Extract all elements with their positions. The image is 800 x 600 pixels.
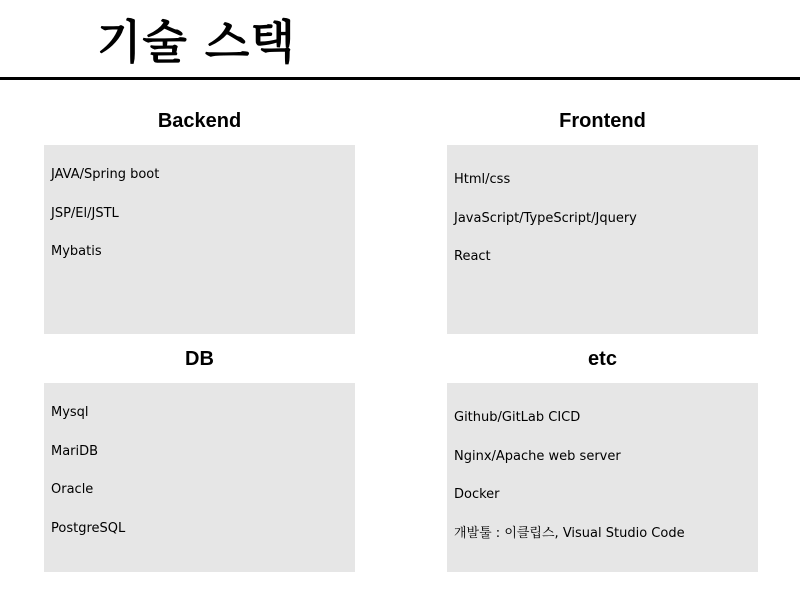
- db-heading: DB: [185, 348, 214, 370]
- db-box: [44, 383, 355, 572]
- list-item: JavaScript/TypeScript/Jquery: [454, 210, 637, 226]
- list-item: Mysql: [51, 405, 89, 420]
- backend-box: [44, 145, 355, 334]
- etc-heading: etc: [588, 348, 617, 370]
- list-item: Oracle: [51, 482, 94, 497]
- title-divider: [0, 77, 800, 80]
- list-item: Github/GitLab CICD: [454, 410, 581, 425]
- db-list: [51, 405, 355, 537]
- list-item: MariDB: [51, 443, 99, 459]
- backend-list: [51, 167, 355, 260]
- page-title: 기술 스택: [97, 15, 296, 69]
- list-item: Docker: [454, 487, 500, 502]
- list-item: JSP/El/JSTL: [51, 205, 119, 221]
- frontend-heading: Frontend: [559, 110, 646, 132]
- frontend-list: [454, 172, 758, 265]
- etc-list: [454, 410, 758, 542]
- backend-heading: Backend: [157, 110, 242, 132]
- list-item: Nginx/Apache web server: [454, 448, 621, 464]
- list-item: React: [454, 249, 491, 264]
- list-item: 개발툴 : 이클립스, Visual Studio Code: [454, 525, 685, 541]
- list-item: Mybatis: [51, 244, 102, 259]
- list-item: JAVA/Spring boot: [51, 167, 160, 182]
- etc-box: [447, 383, 758, 572]
- list-item: PostgreSQL: [51, 520, 126, 536]
- frontend-box: [447, 145, 758, 334]
- list-item: Html/css: [454, 172, 511, 187]
